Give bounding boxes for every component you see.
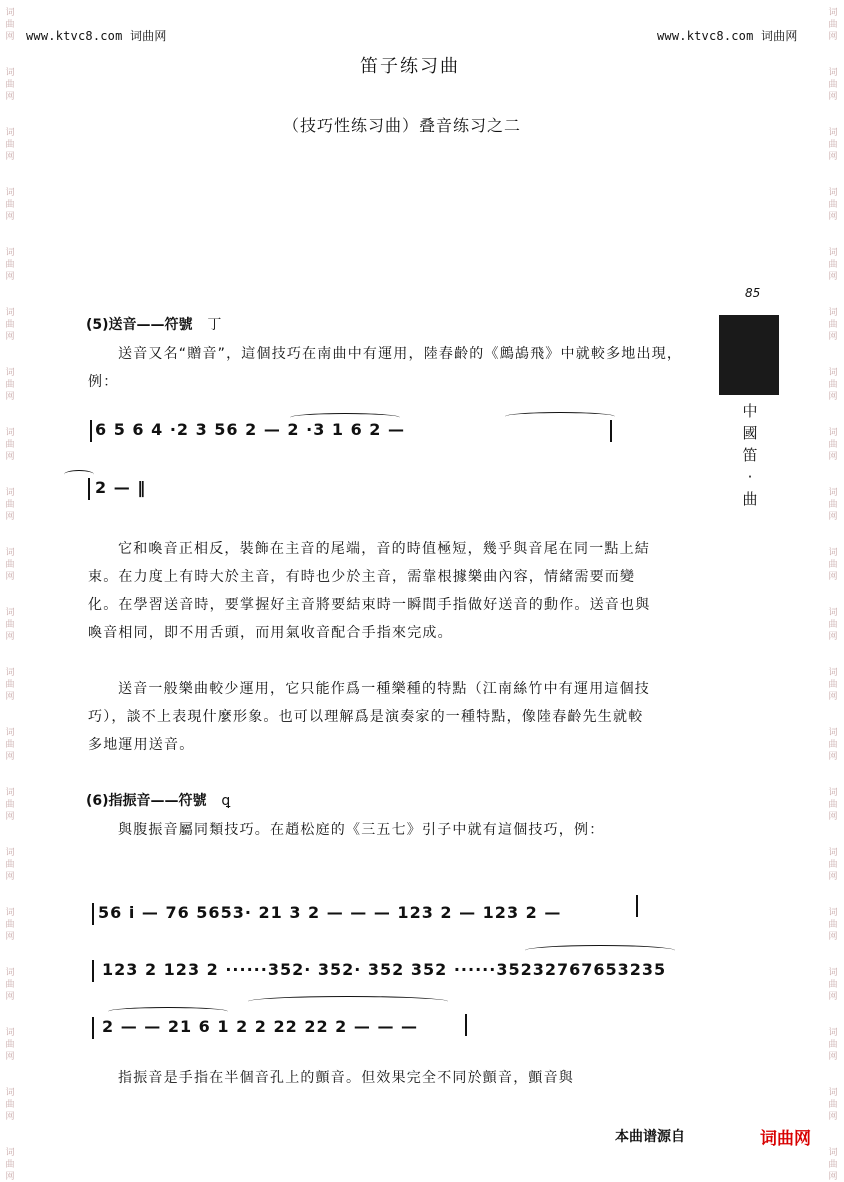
watermark-glyph: 网 [828, 692, 838, 702]
watermark-glyph: 曲 [828, 380, 838, 390]
side-label-char: 笛 [742, 446, 758, 464]
notation-line: 2 — ‖ [95, 478, 147, 497]
footer-source-label: 本曲谱源自 [615, 1129, 685, 1145]
watermark-glyph: 词 [5, 908, 15, 918]
watermark-glyph: 网 [5, 1112, 15, 1122]
page-number: 85 [745, 286, 761, 300]
watermark-glyph: 曲 [5, 380, 15, 390]
watermark-glyph: 网 [828, 1112, 838, 1122]
watermark-glyph: 网 [5, 872, 15, 882]
watermark-glyph: 网 [828, 752, 838, 762]
watermark-glyph: 词 [828, 428, 838, 438]
watermark-glyph: 曲 [828, 740, 838, 750]
watermark-glyph: 曲 [5, 620, 15, 630]
watermark-glyph: 曲 [828, 1040, 838, 1050]
watermark-glyph: 曲 [5, 1100, 15, 1110]
watermark-glyph: 网 [5, 932, 15, 942]
watermark-glyph: 网 [828, 1172, 838, 1182]
watermark-glyph: 词 [828, 908, 838, 918]
watermark-glyph: 曲 [5, 1160, 15, 1170]
watermark-glyph: 曲 [828, 560, 838, 570]
watermark-glyph: 曲 [5, 140, 15, 150]
watermark-glyph: 网 [828, 512, 838, 522]
watermark-glyph: 词 [5, 8, 15, 18]
paragraph: 指振音是手指在半個音孔上的顫音。但效果完全不同於顫音，顫音與 [118, 1070, 574, 1086]
watermark-glyph: 网 [5, 752, 15, 762]
watermark-glyph: 曲 [5, 1040, 15, 1050]
watermark-glyph: 网 [828, 332, 838, 342]
watermark-glyph: 网 [828, 92, 838, 102]
section-heading-text: (5)送音——符號 [86, 317, 193, 333]
watermark-glyph: 词 [828, 968, 838, 978]
notation-barline [465, 1014, 467, 1036]
watermark-glyph: 词 [828, 608, 838, 618]
notation-barline [610, 420, 612, 442]
footer-logo: 词曲网 [760, 1129, 811, 1149]
watermark-glyph: 词 [828, 848, 838, 858]
watermark-glyph: 词 [5, 1028, 15, 1038]
watermark-glyph: 网 [5, 212, 15, 222]
watermark-glyph: 词 [5, 308, 15, 318]
watermark-glyph: 曲 [828, 860, 838, 870]
watermark-glyph: 词 [828, 248, 838, 258]
watermark-glyph: 曲 [828, 620, 838, 630]
watermark-glyph: 曲 [5, 320, 15, 330]
page-title: 笛子练习曲 [360, 56, 460, 77]
watermark-glyph: 网 [828, 1052, 838, 1062]
watermark-glyph: 曲 [5, 200, 15, 210]
watermark-glyph: 词 [828, 1028, 838, 1038]
notation-line: 56 i — 76 5653· 21 3 2 — — — 123 2 — 123 2 — [98, 903, 562, 922]
notation-barline [92, 960, 94, 982]
paragraph: 它和喚音正相反，裝飾在主音的尾端，音的時值極短，幾乎與音尾在同一點上結束。在力度上有時大於主音，有時也少於主音，需靠根據樂曲內容，情緒需要而變化。在學習送音時，要掌握好主音將要結束時一瞬間手指做好送音的動作。送音也與喚音相同，即不用舌頭，而用氣收音配合手指來完成。 [88, 541, 651, 641]
section-heading-finger-vibrato [86, 790, 230, 810]
watermark-glyph: 网 [5, 152, 15, 162]
watermark-glyph: 词 [828, 548, 838, 558]
watermark-glyph: 词 [828, 368, 838, 378]
notation-line: 2 — — 21 6 1 2 2 22 22 2 — — — [102, 1017, 419, 1036]
watermark-glyph: 网 [5, 332, 15, 342]
section-symbol: 丁 [207, 317, 222, 333]
watermark-glyph: 词 [5, 608, 15, 618]
watermark-glyph: 词 [5, 1088, 15, 1098]
watermark-glyph: 网 [5, 992, 15, 1002]
watermark-glyph: 网 [828, 992, 838, 1002]
watermark-glyph: 词 [5, 128, 15, 138]
watermark-glyph: 词 [828, 1088, 838, 1098]
side-label-char: 中 [742, 402, 758, 420]
watermark-glyph: 词 [5, 668, 15, 678]
watermark-glyph: 词 [828, 8, 838, 18]
chapter-tab-block [719, 315, 779, 395]
watermark-glyph: 词 [5, 368, 15, 378]
watermark-glyph: 曲 [828, 1160, 838, 1170]
watermark-glyph: 网 [5, 452, 15, 462]
notation-line: 123 2 123 2 ······352· 352· 352 352 ······35232767653235 [102, 960, 667, 979]
watermark-glyph: 词 [5, 788, 15, 798]
watermark-glyph: 网 [5, 1052, 15, 1062]
watermark-glyph: 网 [828, 152, 838, 162]
section-symbol: ꝗ [221, 793, 231, 809]
watermark-glyph: 曲 [828, 500, 838, 510]
watermark-glyph: 曲 [828, 20, 838, 30]
watermark-glyph: 词 [828, 668, 838, 678]
watermark-glyph: 词 [5, 68, 15, 78]
watermark-glyph: 词 [5, 848, 15, 858]
watermark-glyph: 曲 [5, 980, 15, 990]
watermark-glyph: 曲 [5, 440, 15, 450]
watermark-glyph: 词 [5, 548, 15, 558]
section-heading-send-tone [86, 314, 221, 334]
watermark-glyph: 曲 [5, 800, 15, 810]
watermark-glyph: 网 [828, 572, 838, 582]
watermark-glyph: 曲 [5, 260, 15, 270]
paragraph: 送音又名“贈音”，這個技巧在南曲中有運用，陸春齡的《鷓鴣飛》中就較多地出現，例： [88, 346, 683, 390]
watermark-glyph: 词 [5, 1148, 15, 1158]
notation-barline [92, 1017, 94, 1039]
watermark-glyph: 曲 [828, 440, 838, 450]
watermark-glyph: 词 [828, 788, 838, 798]
watermark-glyph: 曲 [5, 560, 15, 570]
watermark-glyph: 网 [5, 692, 15, 702]
watermark-glyph: 网 [5, 572, 15, 582]
watermark-column-left [3, 0, 17, 1182]
watermark-glyph: 曲 [828, 980, 838, 990]
watermark-glyph: 网 [828, 872, 838, 882]
watermark-glyph: 曲 [828, 920, 838, 930]
watermark-glyph: 词 [5, 488, 15, 498]
header-url-right: www.ktvc8.com 词曲网 [657, 29, 798, 43]
watermark-glyph: 词 [828, 488, 838, 498]
watermark-glyph: 词 [828, 68, 838, 78]
watermark-glyph: 曲 [5, 740, 15, 750]
watermark-glyph: 曲 [828, 80, 838, 90]
side-label-char: 國 [742, 424, 758, 442]
watermark-glyph: 词 [5, 248, 15, 258]
watermark-glyph: 词 [828, 308, 838, 318]
notation-barline [92, 903, 94, 925]
watermark-glyph: 曲 [828, 260, 838, 270]
notation-slur [290, 413, 400, 422]
watermark-glyph: 词 [828, 1148, 838, 1158]
header-url-left: www.ktvc8.com 词曲网 [26, 29, 167, 43]
watermark-glyph: 词 [828, 728, 838, 738]
notation-slur [505, 412, 615, 421]
watermark-glyph: 词 [5, 968, 15, 978]
watermark-glyph: 网 [828, 812, 838, 822]
side-label-char: · [747, 468, 753, 486]
page-subtitle: （技巧性练习曲）叠音练习之二 [283, 116, 522, 135]
watermark-column-right [826, 0, 840, 1182]
watermark-glyph: 曲 [5, 860, 15, 870]
watermark-glyph: 网 [5, 512, 15, 522]
watermark-glyph: 曲 [828, 680, 838, 690]
side-label-char: 曲 [742, 490, 758, 508]
watermark-glyph: 曲 [828, 140, 838, 150]
watermark-glyph: 词 [828, 128, 838, 138]
watermark-glyph: 曲 [5, 20, 15, 30]
notation-slur [525, 945, 675, 956]
chapter-side-label [740, 400, 760, 510]
watermark-glyph: 曲 [5, 80, 15, 90]
watermark-glyph: 曲 [5, 920, 15, 930]
watermark-glyph: 曲 [5, 500, 15, 510]
watermark-glyph: 网 [828, 392, 838, 402]
watermark-glyph: 网 [5, 392, 15, 402]
paragraph: 送音一般樂曲較少運用，它只能作爲一種樂種的特點（江南絲竹中有運用這個技巧），談不上表現什麼形象。也可以理解爲是演奏家的一種特點，像陸春齡先生就較多地運用送音。 [88, 681, 650, 753]
watermark-glyph: 网 [5, 272, 15, 282]
notation-slur [108, 1007, 228, 1016]
watermark-glyph: 网 [5, 1172, 15, 1182]
watermark-glyph: 网 [828, 212, 838, 222]
watermark-glyph: 曲 [828, 800, 838, 810]
watermark-glyph: 网 [828, 632, 838, 642]
notation-barline [88, 478, 90, 500]
notation-barline [636, 895, 638, 917]
watermark-glyph: 词 [5, 428, 15, 438]
paragraph: 與腹振音屬同類技巧。在趙松庭的《三五七》引子中就有這個技巧，例： [118, 822, 605, 838]
watermark-glyph: 曲 [5, 680, 15, 690]
notation-line: 6 5 6 4 ·2 3 56 2 — 2 ·3 1 6 2 — [95, 420, 405, 439]
watermark-glyph: 词 [5, 728, 15, 738]
watermark-glyph: 曲 [828, 1100, 838, 1110]
watermark-glyph: 网 [828, 32, 838, 42]
watermark-glyph: 网 [828, 272, 838, 282]
watermark-glyph: 网 [828, 932, 838, 942]
notation-slur [248, 996, 448, 1007]
watermark-glyph: 网 [5, 632, 15, 642]
watermark-glyph: 网 [5, 32, 15, 42]
watermark-glyph: 网 [5, 92, 15, 102]
watermark-glyph: 词 [5, 188, 15, 198]
notation-barline [90, 420, 92, 442]
watermark-glyph: 网 [828, 452, 838, 462]
watermark-glyph: 曲 [828, 200, 838, 210]
watermark-glyph: 网 [5, 812, 15, 822]
section-heading-text: (6)指振音——符號 [86, 793, 207, 809]
watermark-glyph: 曲 [828, 320, 838, 330]
watermark-glyph: 词 [828, 188, 838, 198]
